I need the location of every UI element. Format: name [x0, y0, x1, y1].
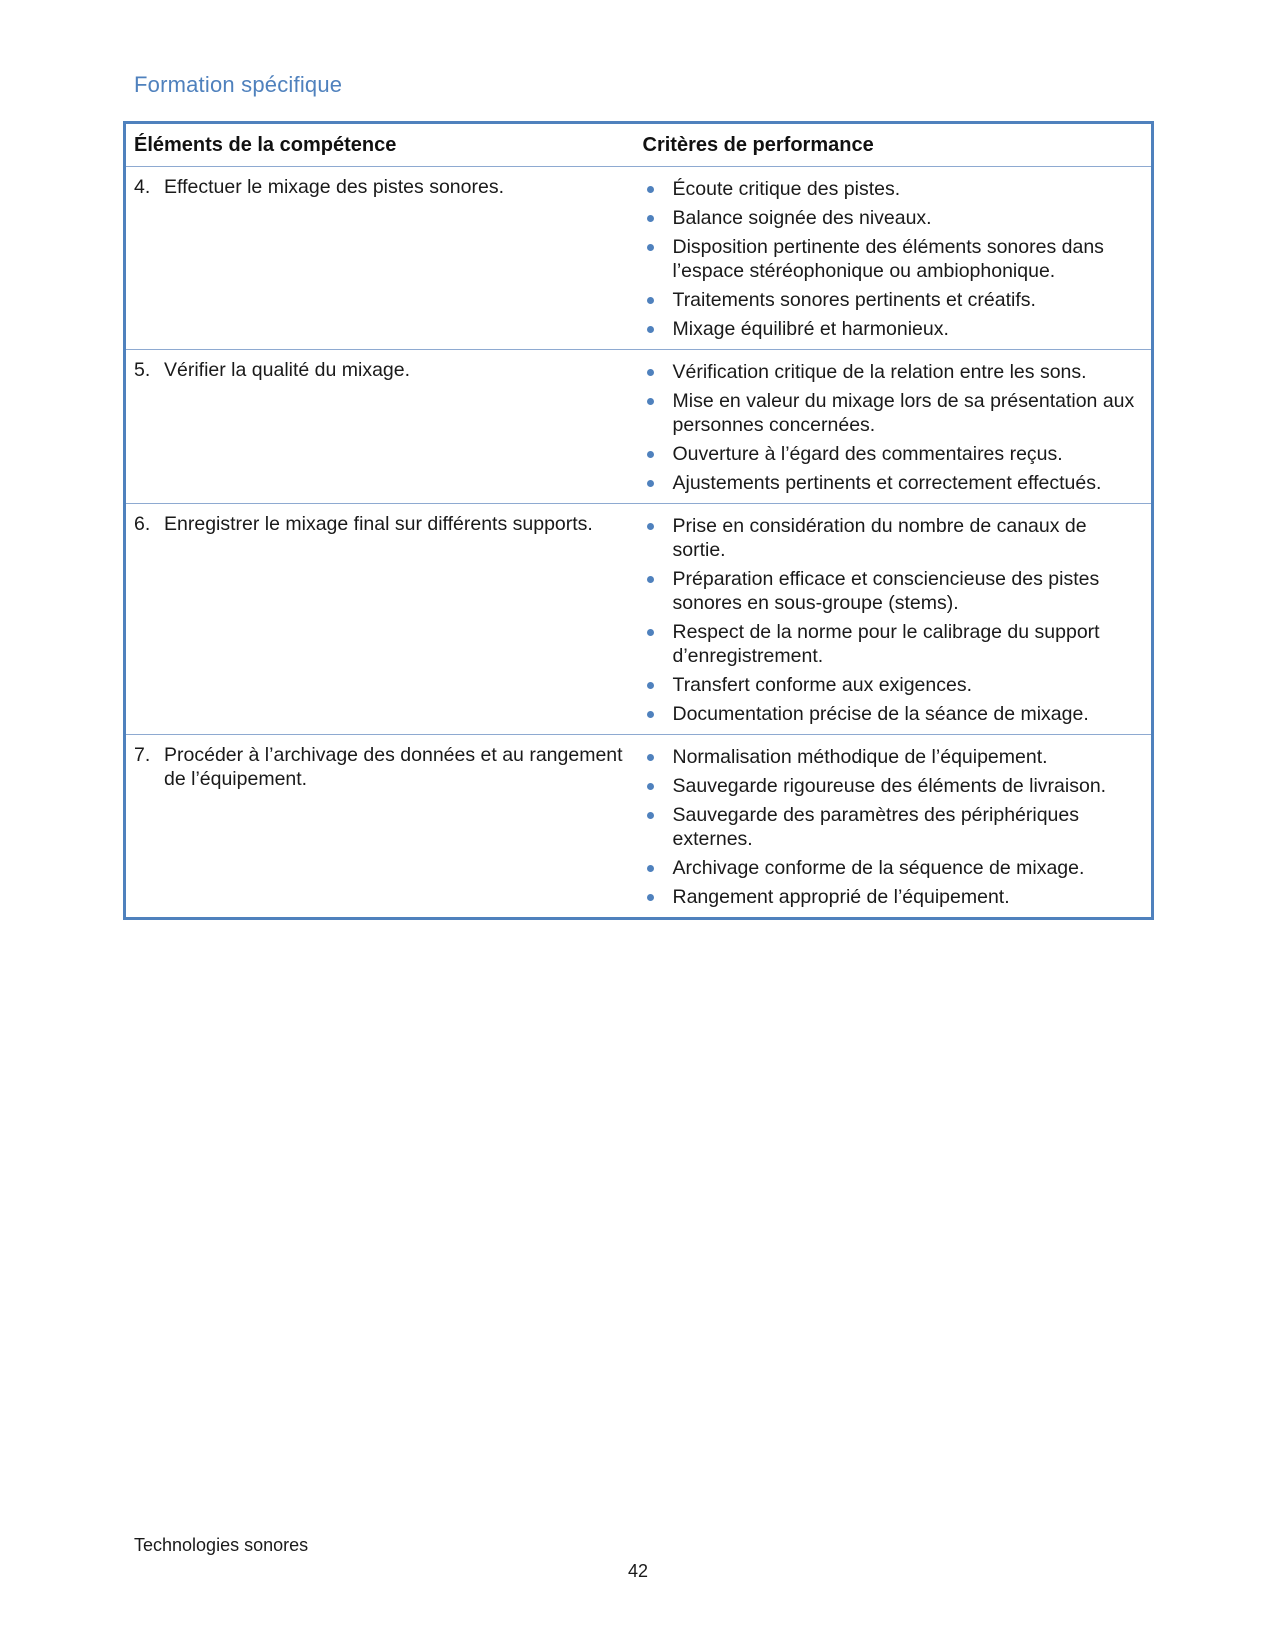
element-number: 5.: [134, 359, 151, 381]
list-item: [643, 360, 1144, 384]
criterion-text: Mise en valeur du mixage lors de sa présentation aux personnes concernées.: [672, 390, 1135, 436]
header-criteria: Critères de performance: [635, 123, 1153, 167]
criteria-list: [643, 745, 1144, 909]
bullet-icon: [643, 206, 673, 230]
bullet-icon: [643, 177, 673, 201]
list-item: [643, 774, 1144, 798]
list-item: [643, 514, 1144, 562]
criteria-cell: [635, 167, 1153, 350]
table-row: [125, 735, 1153, 919]
element-text: Effectuer le mixage des pistes sonores.: [164, 176, 504, 198]
criterion-text: Transfert conforme aux exigences.: [672, 674, 972, 696]
bullet-icon: [643, 288, 673, 312]
criterion-text: Normalisation méthodique de l’équipement.: [672, 746, 1048, 768]
page-number: 42: [627, 1561, 649, 1581]
bullet-icon: [643, 673, 673, 697]
bullet-icon: [643, 317, 673, 341]
footer-program: Technologies sonores: [134, 1535, 309, 1555]
criterion-text: Traitements sonores pertinents et créatifs.: [672, 289, 1036, 311]
element-cell: [125, 735, 635, 919]
criterion-text: Sauvegarde des paramètres des périphériques externes.: [672, 804, 1080, 850]
criterion-text: Ouverture à l’égard des commentaires reçus.: [672, 443, 1063, 465]
table-body: [125, 167, 1153, 919]
criteria-list: [643, 360, 1144, 495]
bullet-icon: [643, 360, 673, 384]
list-item: [643, 471, 1144, 495]
criterion-text: Vérification critique de la relation entre les sons.: [672, 361, 1087, 383]
element-number: 6.: [134, 513, 151, 535]
list-item: [643, 235, 1144, 283]
list-item: [643, 567, 1144, 615]
criteria-list: [643, 514, 1144, 726]
criterion-text: Ajustements pertinents et correctement effectués.: [672, 472, 1102, 494]
list-item: [643, 673, 1144, 697]
criterion-text: Sauvegarde rigoureuse des éléments de livraison.: [672, 775, 1107, 797]
list-item: [643, 803, 1144, 851]
bullet-icon: [643, 803, 673, 851]
list-item: [643, 317, 1144, 341]
criterion-text: Écoute critique des pistes.: [672, 178, 901, 200]
section-title: Formation spécifique: [134, 72, 343, 97]
criterion-text: Disposition pertinente des éléments sonores dans l’espace stéréophonique ou ambiophonique.: [672, 236, 1104, 282]
bullet-icon: [643, 471, 673, 495]
element-text: Enregistrer le mixage final sur différents supports.: [164, 513, 593, 535]
element-cell: [125, 167, 635, 350]
criterion-text: Balance soignée des niveaux.: [672, 207, 932, 229]
bullet-icon: [643, 745, 673, 769]
list-item: [643, 206, 1144, 230]
bullet-icon: [643, 442, 673, 466]
element-number: 7.: [134, 744, 151, 766]
bullet-icon: [643, 702, 673, 726]
element-cell: [125, 350, 635, 504]
header-elements: Éléments de la compétence: [125, 123, 635, 167]
bullet-icon: [643, 620, 673, 668]
criteria-cell: [635, 735, 1153, 919]
bullet-icon: [643, 856, 673, 880]
list-item: [643, 389, 1144, 437]
criterion-text: Documentation précise de la séance de mixage.: [672, 703, 1089, 725]
list-item: [643, 288, 1144, 312]
list-item: [643, 745, 1144, 769]
list-item: [643, 177, 1144, 201]
criterion-text: Mixage équilibré et harmonieux.: [672, 318, 949, 340]
table-row: [125, 504, 1153, 735]
bullet-icon: [643, 885, 673, 909]
list-item: [643, 620, 1144, 668]
table-header-row: [125, 123, 1153, 167]
criterion-text: Prise en considération du nombre de canaux de sortie.: [672, 515, 1087, 561]
criteria-cell: [635, 504, 1153, 735]
bullet-icon: [643, 389, 673, 437]
list-item: [643, 885, 1144, 909]
bullet-icon: [643, 774, 673, 798]
element-text: Vérifier la qualité du mixage.: [164, 359, 411, 381]
criteria-cell: [635, 350, 1153, 504]
list-item: [643, 442, 1144, 466]
bullet-icon: [643, 514, 673, 562]
table-row: [125, 350, 1153, 504]
criterion-text: Archivage conforme de la séquence de mixage.: [672, 857, 1085, 879]
element-number: 4.: [134, 176, 151, 198]
criterion-text: Préparation efficace et consciencieuse des pistes sonores en sous-groupe (stems).: [672, 568, 1100, 614]
competence-table: [123, 121, 1154, 920]
bullet-icon: [643, 567, 673, 615]
criterion-text: Rangement approprié de l’équipement.: [672, 886, 1010, 908]
table-row: [125, 167, 1153, 350]
criteria-list: [643, 177, 1144, 341]
list-item: [643, 856, 1144, 880]
bullet-icon: [643, 235, 673, 283]
criterion-text: Respect de la norme pour le calibrage du support d’enregistrement.: [672, 621, 1100, 667]
element-text: Procéder à l’archivage des données et au rangement de l’équipement.: [164, 744, 623, 790]
element-cell: [125, 504, 635, 735]
list-item: [643, 702, 1144, 726]
